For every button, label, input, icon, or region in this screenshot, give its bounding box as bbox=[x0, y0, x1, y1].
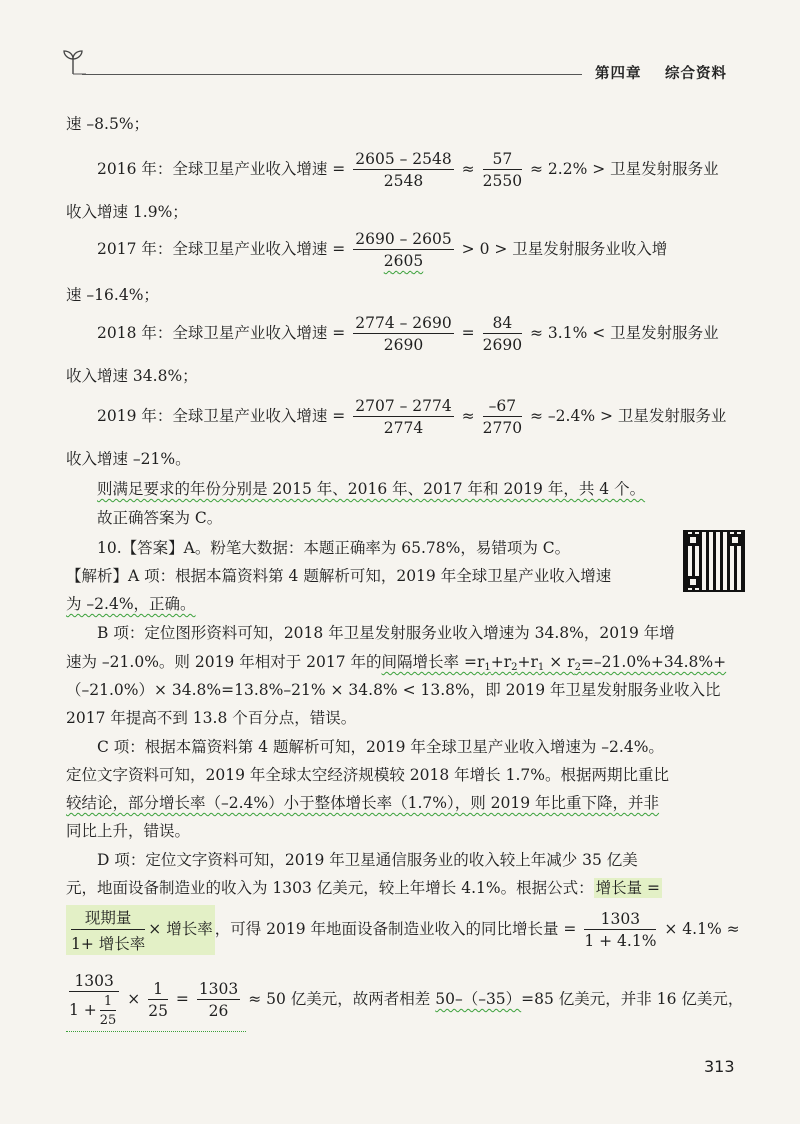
text-line: （–21.0%）× 34.8%=13.8%–21% × 34.8% < 13.8%，即 2019 年卫星发射服务业收入比 bbox=[66, 681, 721, 699]
text-line: 速 –8.5%； bbox=[66, 115, 150, 133]
wavy-underline-mark bbox=[66, 1030, 246, 1032]
question-10-answer: 10.【答案】A。粉笔大数据：本题正确率为 65.78%，易错项为 C。 bbox=[97, 539, 571, 557]
text-line: 故正确答案为 C。 bbox=[97, 509, 223, 527]
formula-2019: 2019 年：全球卫星产业收入增速 = $\frac{2707 - 2774}{2774}$ ≈ $\frac{-67}{2770}$ ≈ –2.4% > 卫星发射服务业 bbox=[97, 397, 727, 437]
text-line: 收入增速 –21%。 bbox=[66, 450, 191, 468]
qr-code bbox=[683, 530, 745, 592]
sprout-icon bbox=[60, 46, 86, 76]
header-rule bbox=[82, 74, 582, 75]
formula-2017: 2017 年：全球卫星产业收入增速 = $\frac{2690 - 2605}{2605}$ > 0 > 卫星发射服务业收入增 bbox=[97, 230, 668, 270]
text-line: D 项：定位文字资料可知，2019 年卫星通信服务业的收入较上年减少 35 亿美 bbox=[97, 851, 638, 869]
section-title: 综合资料 bbox=[665, 66, 727, 82]
text-line: C 项：根据本篇资料第 4 题解析可知，2019 年全球卫星产业收入增速为 –2.4%。 bbox=[97, 738, 664, 756]
text-line: 定位文字资料可知，2019 年全球太空经济规模较 2018 年增长 1.7%。根据两期比重比 bbox=[66, 766, 669, 784]
text-line: 【解析】A 项：根据本篇资料第 4 题解析可知，2019 年全球卫星产业收入增速 bbox=[66, 567, 612, 585]
text-line: 2017 年提高不到 13.8 个百分点，错误。 bbox=[66, 709, 357, 727]
text-line: 收入增速 1.9%； bbox=[66, 203, 188, 221]
formula-2018: 2018 年：全球卫星产业收入增速 = $\frac{2774 - 2690}{2690}$ = $\frac{84}{2690}$ ≈ 3.1% < 卫星发射服务业 bbox=[97, 314, 719, 354]
chapter-title: 第四章 bbox=[595, 66, 642, 82]
text-line: 较结论，部分增长率（–2.4%）小于整体增长率（1.7%），则 2019 年比重下降，并非 bbox=[66, 794, 660, 812]
text-line: 速为 –21.0%。则 2019 年相对于 2017 年的间隔增长率 $=r_1+r_2+r_1 \times r_2=-21.0\%+34.8\%+$ bbox=[66, 653, 727, 673]
page-number: 313 bbox=[704, 1057, 735, 1076]
formula-estimate: 1303 1 + $\frac{1}{25}$ × $\frac{1}{25}$ = $\frac{1303}{26}$ ≈ 50 亿美元，故两者相差 50–（–35）=85 亿美元，并非 16 亿美元， bbox=[69, 972, 744, 1028]
text-line: 收入增速 34.8%； bbox=[66, 367, 198, 385]
text-line: 速 –16.4%； bbox=[66, 286, 159, 304]
text-line: 同比上升，错误。 bbox=[66, 822, 191, 840]
text-line: 为 –2.4%，正确。 bbox=[66, 595, 196, 613]
formula-growth: $\frac{\text{现期量}}{\text{1+ 增长率}}$ × 增长率 ，可得 2019 年地面设备制造业收入的同比增长量 = $\frac{1303}{1 + 4.1\%}$ × 4.1% ≈ bbox=[66, 905, 740, 955]
text-line: B 项：定位图形资料可知，2018 年卫星发射服务业收入增速为 34.8%，2019 年增 bbox=[97, 624, 675, 642]
formula-2016: 2016 年：全球卫星产业收入增速 = $\frac{2605 - 2548}{2548}$ ≈ $\frac{57}{2550}$ ≈ 2.2% > 卫星发射服务业 bbox=[97, 150, 719, 190]
text-line: 元，地面设备制造业的收入为 1303 亿美元，较上年增长 4.1%。根据公式： 增长量 = bbox=[66, 879, 661, 897]
text-line: 则满足要求的年份分别是 2015 年、2016 年、2017 年和 2019 年，共 4 个。 bbox=[97, 480, 646, 498]
